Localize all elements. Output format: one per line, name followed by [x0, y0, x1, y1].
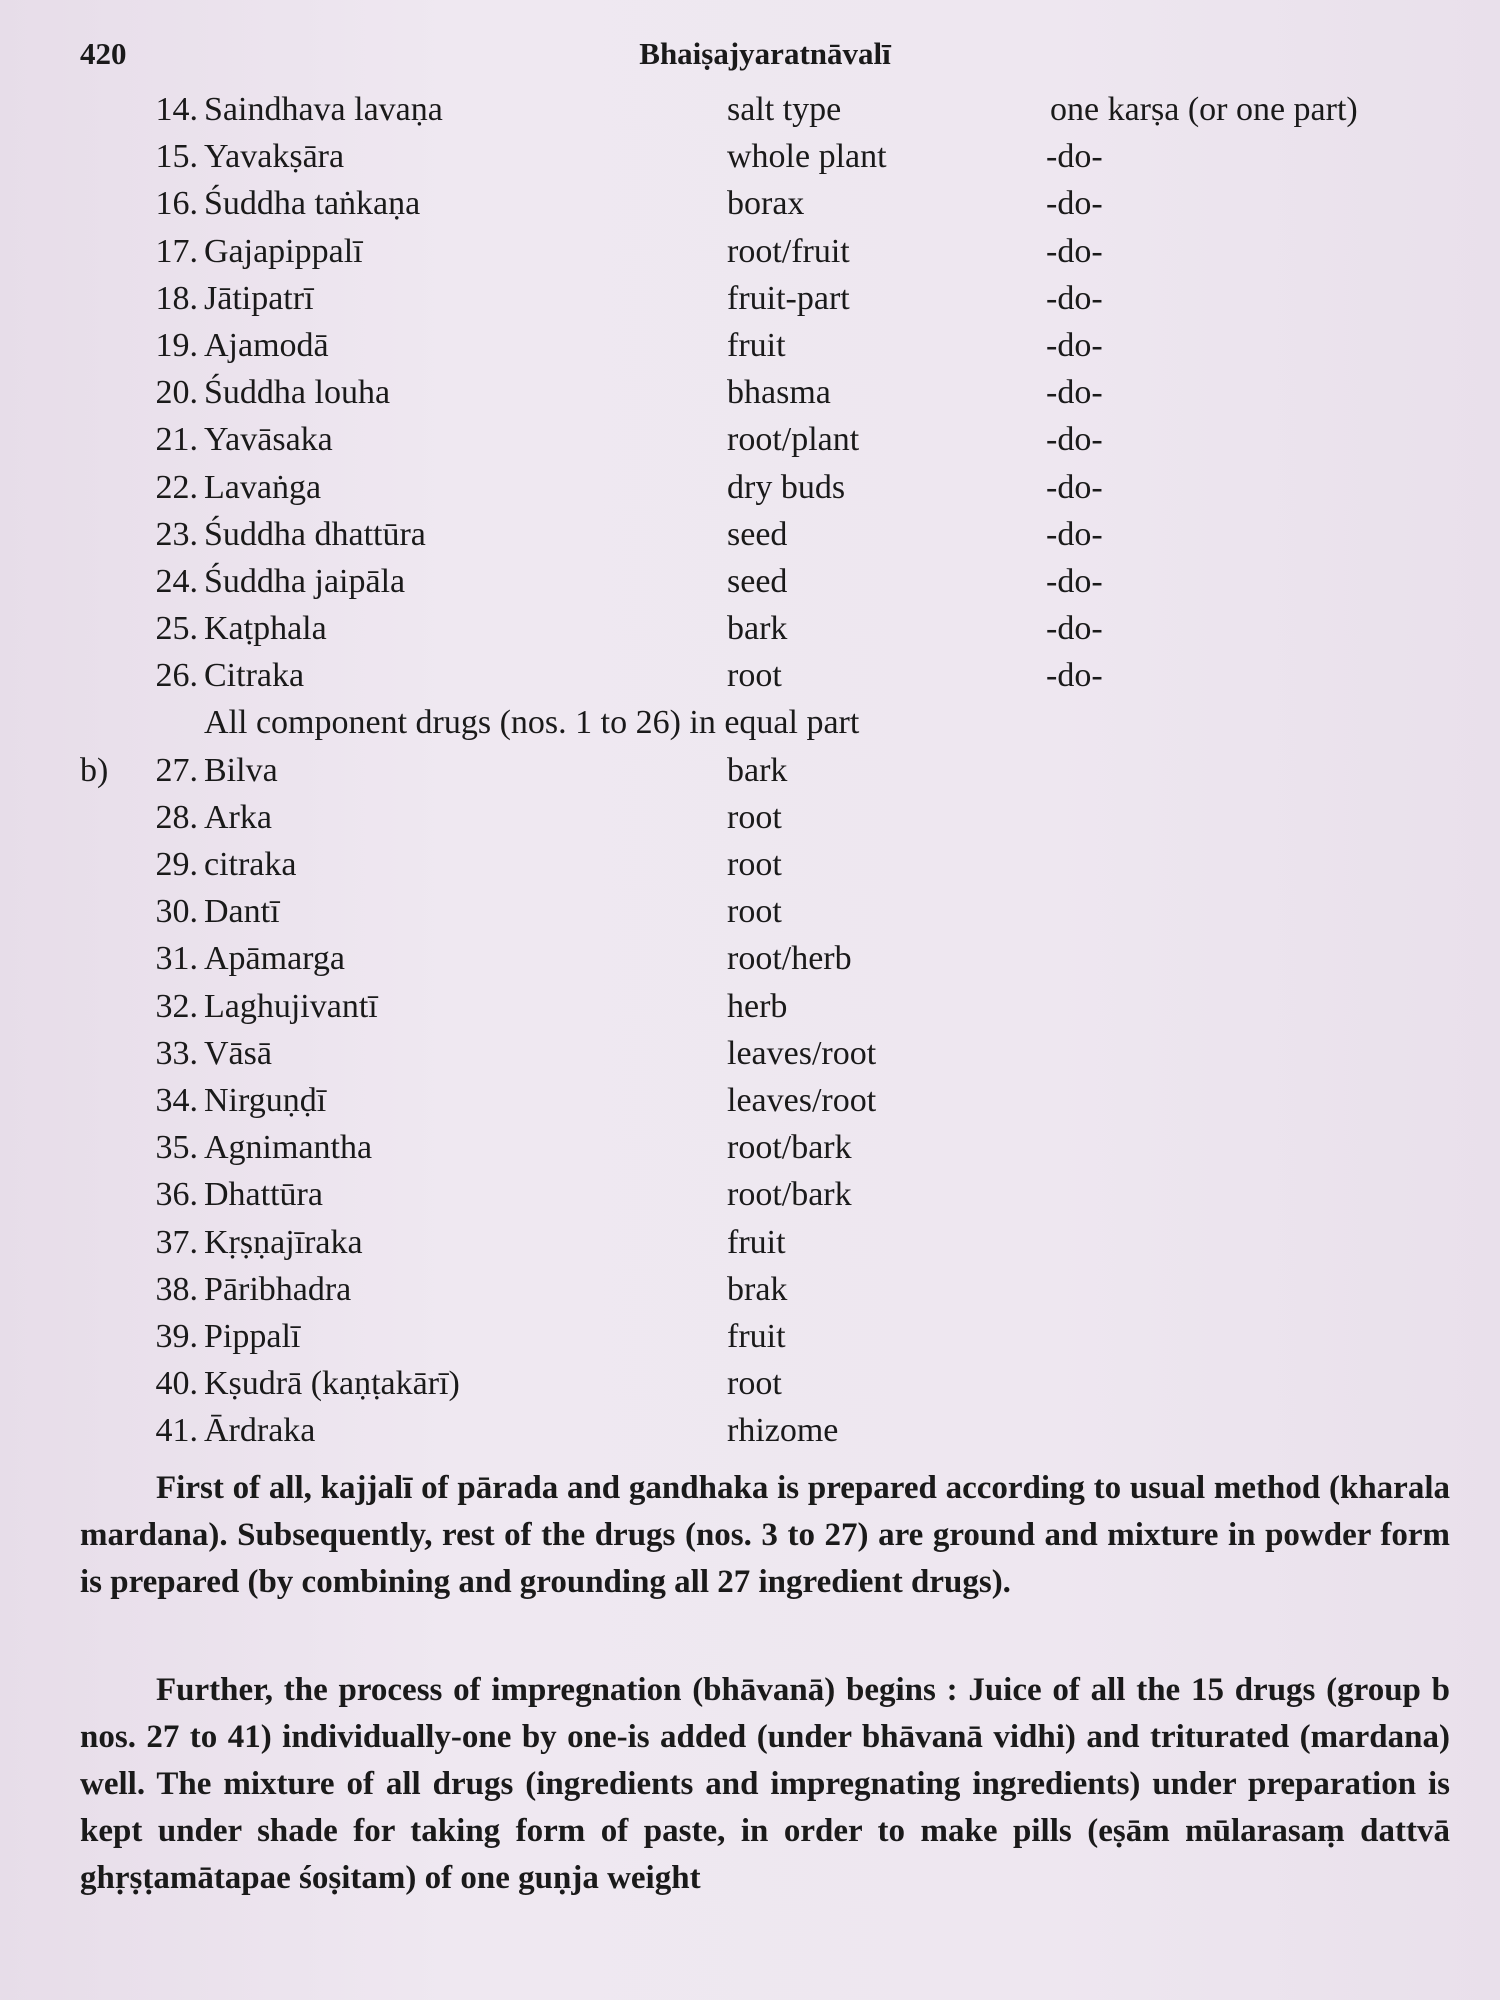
table-row	[80, 1313, 1480, 1360]
drug-part: root	[727, 657, 782, 695]
table-note-row	[80, 699, 1480, 746]
drug-dose: one karṣa (or one part)	[1050, 91, 1358, 128]
drug-dose: -do-	[1046, 185, 1103, 223]
item-number: 27.	[155, 751, 198, 789]
drug-name: Lavaṅga	[204, 468, 322, 506]
drug-part: root/plant	[727, 421, 860, 459]
drug-name: Yavāsaka	[204, 421, 333, 459]
drug-part: leaves/root	[727, 1081, 877, 1119]
drug-part: fruit	[727, 1223, 786, 1261]
table-row	[80, 133, 1480, 180]
page-number: 420	[80, 36, 127, 71]
table-row	[80, 1360, 1480, 1407]
item-number: 35.	[155, 1129, 198, 1167]
drug-dose: -do-	[1046, 374, 1103, 412]
drug-name: Ajamodā	[204, 326, 329, 364]
drug-part: root	[727, 846, 782, 883]
drug-dose: -do-	[1046, 279, 1103, 317]
item-number: 17.	[155, 232, 198, 270]
table-row	[80, 369, 1480, 416]
drug-name: Citraka	[204, 657, 305, 695]
group-label: b)	[80, 751, 109, 789]
item-number: 23.	[155, 515, 198, 553]
item-number: 39.	[155, 1317, 198, 1355]
table-row	[80, 86, 1480, 133]
drug-name: Kṛṣṇajīraka	[204, 1223, 363, 1261]
item-number: 25.	[155, 610, 198, 648]
ingredient-table	[80, 86, 1480, 1454]
item-number: 21.	[155, 421, 198, 459]
drug-part: bark	[727, 751, 788, 789]
drug-part: root	[727, 893, 782, 931]
drug-name: Kṣudrā (kaṇṭakārī)	[204, 1365, 460, 1403]
drug-part: root/bark	[727, 1176, 852, 1214]
drug-part: root/fruit	[727, 232, 850, 270]
drug-part: root/bark	[727, 1129, 852, 1167]
item-number: 33.	[155, 1034, 198, 1072]
drug-name: Saindhava lavaṇa	[204, 91, 443, 128]
drug-part: borax	[727, 185, 805, 223]
table-row	[80, 747, 1480, 794]
table-row	[80, 1124, 1480, 1171]
drug-name: citraka	[204, 846, 297, 883]
item-number: 16.	[155, 185, 198, 223]
drug-dose: -do-	[1046, 326, 1103, 364]
drug-name: Jātipatrī	[204, 279, 314, 317]
drug-name: Kaṭphala	[204, 610, 327, 648]
drug-name: Śuddha taṅkaṇa	[204, 185, 421, 223]
drug-part: fruit	[727, 1317, 786, 1355]
drug-dose: -do-	[1046, 421, 1103, 459]
table-row	[80, 322, 1480, 369]
drug-name: Yavakṣāra	[204, 138, 345, 176]
drug-name: Śuddha louha	[204, 374, 391, 412]
drug-name: Dhattūra	[204, 1176, 323, 1214]
drug-part: dry buds	[727, 468, 846, 506]
table-row	[80, 1266, 1480, 1313]
item-number: 41.	[155, 1412, 198, 1450]
item-number: 36.	[155, 1176, 198, 1214]
paragraph-impregnation	[80, 1667, 1450, 1902]
item-number: 19.	[155, 326, 198, 364]
drug-part: bark	[727, 610, 788, 648]
table-row	[80, 794, 1480, 841]
drug-part: seed	[727, 562, 788, 600]
drug-part: fruit	[727, 326, 786, 364]
drug-name: Nirguṇḍī	[204, 1081, 327, 1119]
table-row	[80, 1407, 1480, 1454]
item-number: 15.	[155, 138, 198, 176]
drug-part: brak	[727, 1270, 788, 1308]
drug-name: Gajapippalī	[204, 232, 363, 270]
table-row	[80, 464, 1480, 511]
drug-dose: -do-	[1046, 562, 1103, 600]
drug-part: root	[727, 798, 782, 836]
drug-dose: -do-	[1046, 468, 1103, 506]
table-row	[80, 1171, 1480, 1218]
table-row	[80, 652, 1480, 699]
drug-name: Bilva	[204, 751, 278, 789]
item-number: 37.	[155, 1223, 198, 1261]
paragraph-preparation	[80, 1465, 1450, 1606]
drug-part: root	[727, 1365, 782, 1403]
item-number: 38.	[155, 1270, 198, 1308]
drug-name: Ārdraka	[204, 1412, 316, 1450]
item-number: 26.	[155, 657, 198, 695]
table-row	[80, 228, 1480, 275]
table-row	[80, 1219, 1480, 1266]
drug-part: fruit-part	[727, 279, 850, 317]
drug-name: Agnimantha	[204, 1129, 373, 1167]
drug-name: Śuddha jaipāla	[204, 562, 406, 600]
table-row	[80, 180, 1480, 227]
drug-dose: -do-	[1046, 657, 1103, 695]
drug-dose: -do-	[1046, 138, 1103, 176]
item-number: 34.	[155, 1081, 198, 1119]
item-number: 22.	[155, 468, 198, 506]
table-row	[80, 558, 1480, 605]
drug-name: Apāmarga	[204, 940, 345, 978]
item-number: 28.	[155, 798, 198, 836]
drug-part: whole plant	[727, 138, 887, 176]
table-row	[80, 983, 1480, 1030]
item-number: 20.	[155, 374, 198, 412]
table-row	[80, 841, 1480, 888]
drug-name: Laghujivantī	[204, 987, 378, 1025]
table-row	[80, 275, 1480, 322]
drug-name: Arka	[204, 798, 272, 836]
table-row	[80, 511, 1480, 558]
drug-name: Dantī	[204, 893, 280, 931]
drug-name: Śuddha dhattūra	[204, 515, 426, 553]
table-row	[80, 888, 1480, 935]
item-number: 18.	[155, 279, 198, 317]
item-number: 24.	[155, 562, 198, 600]
running-title: Bhaiṣajyaratnāvalī	[639, 36, 891, 71]
drug-part: herb	[727, 987, 788, 1025]
table-row	[80, 1077, 1480, 1124]
table-row	[80, 605, 1480, 652]
drug-part: root/herb	[727, 940, 852, 978]
item-number: 14.	[155, 91, 198, 128]
item-number: 31.	[155, 940, 198, 978]
drug-dose: -do-	[1046, 232, 1103, 270]
table-row	[80, 416, 1480, 463]
drug-part: rhizome	[727, 1412, 839, 1450]
table-row	[80, 935, 1480, 982]
table-note: All component drugs (nos. 1 to 26) in equal part	[204, 704, 860, 742]
item-number: 40.	[155, 1365, 198, 1403]
drug-name: Vāsā	[204, 1034, 272, 1072]
table-row	[80, 1030, 1480, 1077]
drug-dose: -do-	[1046, 515, 1103, 553]
drug-dose: -do-	[1046, 610, 1103, 648]
drug-part: salt type	[727, 91, 842, 128]
paragraph-text: Further, the process of impregnation (bhāvanā) begins : Juice of all the 15 drugs (group b nos. 27 to 41) individually-one by one-is added (under bhāvanā vidhi) and triturated (mardana) well. The mixture of all drugs (ingredients and impregnating ingredients) under preparation is kept under shade for taking form of paste, in order to make pills (eṣām mūlarasaṃ dattvā ghṛṣṭamātapae śoṣitam) of one guṇja weight	[80, 1672, 1450, 1896]
drug-name: Pāribhadra	[204, 1270, 352, 1308]
drug-part: leaves/root	[727, 1034, 877, 1072]
drug-name: Pippalī	[204, 1317, 301, 1355]
drug-part: bhasma	[727, 374, 831, 412]
page-header	[80, 30, 1450, 76]
item-number: 30.	[155, 893, 198, 931]
drug-part: seed	[727, 515, 788, 553]
item-number: 29.	[155, 846, 198, 883]
item-number: 32.	[155, 987, 198, 1025]
paragraph-text: First of all, kajjalī of pārada and gandhaka is prepared according to usual method (kharala mardana). Subsequently, rest of the drugs (nos. 3 to 27) are ground and mixture in powder form is prepared (by combining and grounding all 27 ingredient drugs).	[80, 1470, 1450, 1600]
